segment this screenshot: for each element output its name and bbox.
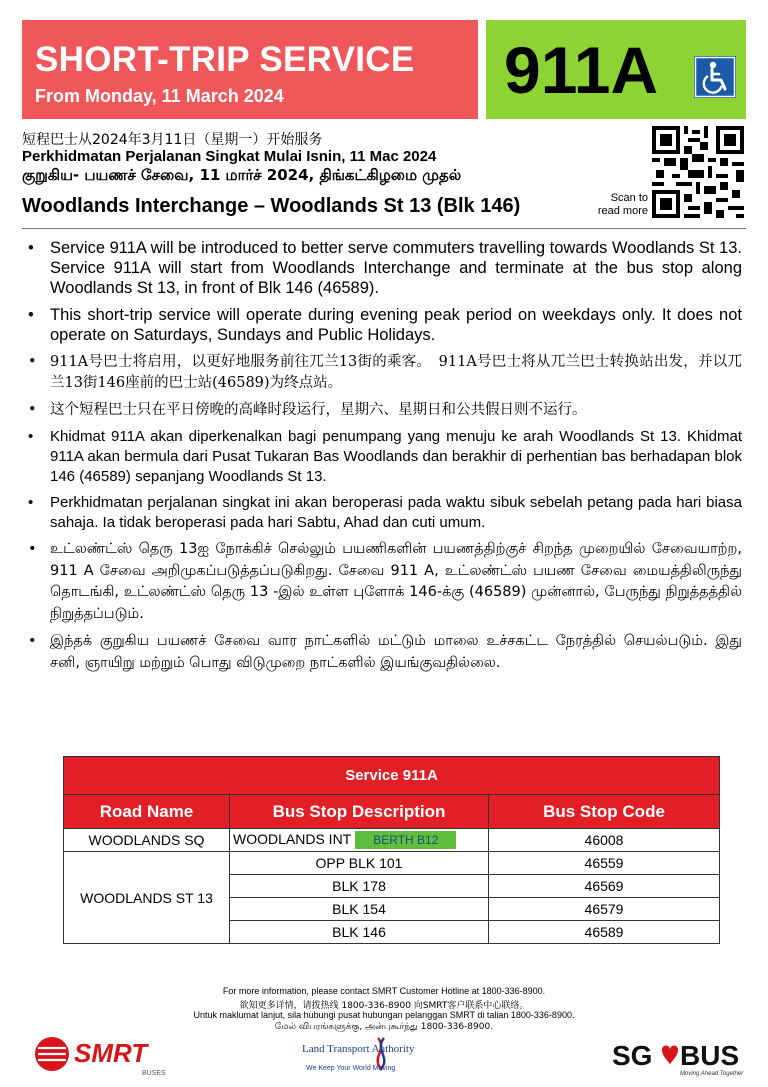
svg-text:BUSES: BUSES — [142, 1070, 166, 1077]
subtitle-tamil: குறுகிய- பயணச் சேவை, 11 மார்ச் 2024, திங்கட்கிழமை முதல் — [22, 166, 462, 184]
list-item: • Service 911A will be introduced to better serve commuters travelling towards Woodlands St 13. Service 911A will start from Woodlands Interchange and terminate at the bus stop along Woodlands St 13, in front of Blk 146 (46589). — [28, 239, 742, 297]
smrt-logo — [30, 1032, 180, 1078]
list-item: • This short-trip service will operate during evening peak period on weekdays only. It does not operate on Saturdays, Sundays and Public Holidays. — [28, 306, 742, 344]
stop-desc-cell: WOODLANDS INT BERTH B12 — [230, 829, 489, 852]
subtitle-malay: Perkhidmatan Perjalanan Singkat Mulai Isnin, 11 Mac 2024 — [22, 148, 437, 165]
berth-badge: BERTH B12 — [355, 831, 456, 849]
start-date: From Monday, 11 March 2024 — [35, 86, 284, 106]
road-name-cell: WOODLANDS SQ — [64, 829, 230, 852]
qr-code[interactable] — [652, 126, 744, 218]
stop-code-cell: 46579 — [489, 898, 720, 921]
list-item: • Perkhidmatan perjalanan singkat ini akan beroperasi pada waktu sibuk sebelah petang pada hari biasa sahaja. Ia tidak beroperasi pada hari Sabtu, Ahad dan cuti umum. — [28, 494, 742, 531]
table-row — [64, 829, 720, 852]
column-header-code: Bus Stop Code — [489, 795, 720, 829]
list-item: • 这个短程巴士只在平日傍晚的高峰时段运行，星期六、星期日和公共假日则不运行。 — [28, 402, 587, 418]
title-banner — [22, 20, 478, 119]
service-table — [63, 756, 720, 944]
list-item: • Khidmat 911A akan diperkenalkan bagi penumpang yang menuju ke arah Woodlands St 13. Khidmat 911A akan bermula dari Pusat Tukaran Bas Woodlands dan berakhir di perhentian bas berhadapan blok 146 (46589) sepanjang Woodlands St 13. — [28, 428, 742, 485]
footer-line-malay: Untuk maklumat lanjut, sila hubungi pusat hubungan pelanggan SMRT di talian 1800-336-8900. — [193, 1010, 575, 1020]
service-number: 911A — [504, 33, 659, 107]
footer-line-tamil: மேல் விபரங்களுக்கு, அன்புகூர்ந்து 1800-336-8900. — [274, 1022, 494, 1032]
footer-line-chinese: 欲知更多详情，请拨热线 1800-336-8900 向SMRT客户联系中心联络。 — [239, 1001, 529, 1011]
stop-code-cell: 46559 — [489, 852, 720, 875]
stop-code-cell: 46008 — [489, 829, 720, 852]
table-title: Service 911A — [64, 757, 720, 795]
list-item: • உட்லண்ட்ஸ் தெரு 13ஐ நோக்கிச் செல்லும் பயணிகளின் பயணத்திற்குச் சிறந்த முறையில் சேவையாற்ற, 911 A சேவை அறிமுகப்படுத்தப்படுகிறது. சேவை 911 A, உட்லண்ட்ஸ் பயண சேவை மையத்திலிருந்து தொடங்கி, உட்லண்ட்ஸ் தெரு 13 -இல் உள்ள புளோக் 146-க்கு (46589) முன்னால், பேருந்து நிறுத்தத்தில் நிறுத்தப்படும். — [28, 541, 742, 622]
svg-text:Moving Ahead Together: Moving Ahead Together — [680, 1071, 744, 1077]
notice-list — [22, 238, 742, 680]
road-name-cell: WOODLANDS ST 13 — [64, 852, 230, 944]
stop-code-cell: 46589 — [489, 921, 720, 944]
scan-label: Scan to read more — [597, 192, 648, 217]
page-title: SHORT-TRIP SERVICE — [35, 40, 415, 79]
column-header-road: Road Name — [64, 795, 230, 829]
svg-text:We Keep Your World Moving: We Keep Your World Moving — [306, 1065, 396, 1072]
stop-desc-cell: OPP BLK 101 — [230, 852, 489, 875]
table-row — [64, 852, 720, 875]
route-title: Woodlands Interchange – Woodlands St 13 (Blk 146) — [22, 195, 521, 217]
footer-line-english: For more information, please contact SMRT Customer Hotline at 1800-336-8900. — [222, 986, 546, 996]
subtitle-chinese: 短程巴士从2024年3月11日（星期一）开始服务 — [22, 132, 323, 148]
lta-logo — [300, 1036, 450, 1080]
svg-text:Land Transport Authority: Land Transport Authority — [302, 1043, 415, 1055]
svg-text:SG: SG — [612, 1040, 653, 1071]
column-header-desc: Bus Stop Description — [230, 795, 489, 829]
list-item: • இந்தக் குறுகிய பயணச் சேவை வார நாட்களில் மட்டும் மாலை உச்சகட்ட நேரத்தில் செயல்படும். இது சனி, ஞாயிறு மற்றும் பொது விடுமுறை நாட்களில் இயங்குவதில்லை. — [28, 633, 742, 671]
stop-desc-cell: BLK 178 — [230, 875, 489, 898]
stop-code-cell: 46569 — [489, 875, 720, 898]
list-item: • 911A号巴士将启用，以更好地服务前往兀兰13街的乘客。 911A号巴士将从兀兰巴士转换站出发，并以兀兰13街146座前的巴士站(46589)为终点站。 — [28, 354, 742, 391]
header-divider — [22, 228, 746, 229]
wheelchair-icon — [694, 56, 736, 98]
sgbus-logo — [610, 1038, 746, 1078]
svg-text:BUS: BUS — [680, 1040, 740, 1071]
stop-desc-cell: BLK 146 — [230, 921, 489, 944]
stop-desc-cell: BLK 154 — [230, 898, 489, 921]
svg-text:SMRT: SMRT — [74, 1038, 148, 1068]
